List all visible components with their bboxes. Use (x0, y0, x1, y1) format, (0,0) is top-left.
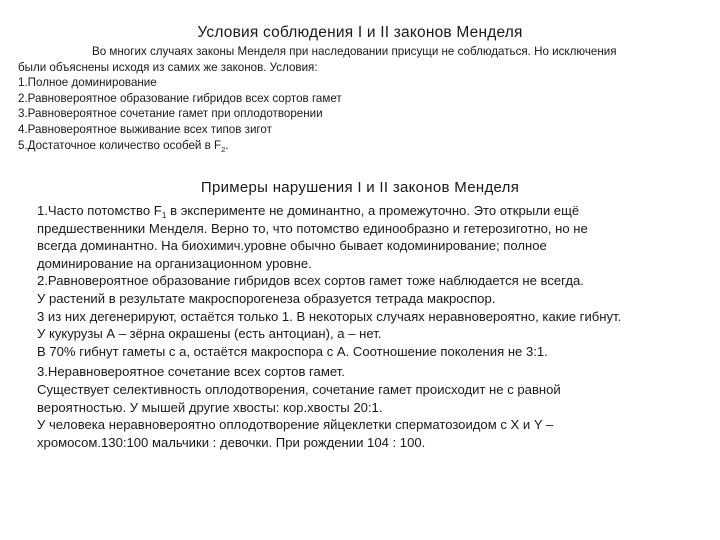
condition-item: 4.Равновероятное выживание всех типов зигот (18, 122, 272, 136)
example-line: предшественники Менделя. Верно то, что потомство единообразно и гетерозиготно, но не (37, 220, 588, 236)
condition-item: 3.Равновероятное сочетание гамет при оплодотворении (18, 107, 323, 121)
condition5-text: 5.Достаточное количество особей в F (18, 138, 222, 152)
examples-block (37, 202, 707, 451)
example-line: всегда доминантно. На биохимич.уровне обычно бывает кодоминирование; полное (37, 238, 547, 254)
example-line: Существует селективность оплодотворения, сочетание гамет происходит не с равной (37, 381, 561, 397)
example-line: вероятностью. У мышей другие хвосты: кор.хвосты 20:1. (37, 399, 383, 415)
example-line: 2.Равновероятное образование гибридов всех сортов гамет тоже наблюдается не всегда. (37, 273, 584, 289)
example-line: У человека неравновероятно оплодотворение яйцеклетки сперматозоидом с X и Y – (37, 417, 554, 433)
condition-item: 1.Полное доминирование (18, 76, 157, 90)
example-line: хромосом.130:100 мальчики : девочки. При рождении 104 : 100. (37, 434, 426, 450)
example-line: доминирование на организационном уровне. (37, 255, 312, 271)
example-line: В 70% гибнут гаметы с а, остаётся макроспора с А. Соотношение поколения не 3:1. (37, 343, 548, 359)
example-line: У растений в результате макроспорогенеза образуется тетрада макроспор. (37, 290, 496, 306)
condition5-subscript: 2 (221, 144, 226, 154)
example-line: У кукурузы А – зёрна окрашены (есть антоциан), а – нет. (37, 326, 382, 342)
example-line (37, 202, 707, 220)
conditions-block (18, 44, 708, 153)
section1-title: Условия соблюдения I и II законов Менделя (197, 24, 523, 41)
example-line-start: 1.Часто потомство F (37, 203, 162, 218)
example-line: 3 из них дегенерируют, остаётся только 1. В некоторых случаях неравновероятно, какие гибнут. (37, 308, 622, 324)
condition5-end: . (225, 138, 229, 152)
section2-title: Примеры нарушения I и II законов Менделя (200, 179, 520, 196)
intro-line: были объяснены исходя из самих же законов. Условия: (18, 60, 318, 74)
condition-item (18, 138, 708, 154)
condition-item: 2.Равновероятное образование гибридов всех сортов гамет (18, 91, 342, 105)
intro-line: Во многих случаях законы Менделя при наследовании присущи не соблюдаться. Но исключения (92, 45, 617, 58)
example-line: 3.Неравновероятное сочетание всех сортов гамет. (37, 364, 345, 380)
example-line-rest: в эксперименте не доминантно, а промежуточно. Это открыли ещё (166, 203, 580, 218)
f1-subscript: 1 (161, 210, 167, 220)
